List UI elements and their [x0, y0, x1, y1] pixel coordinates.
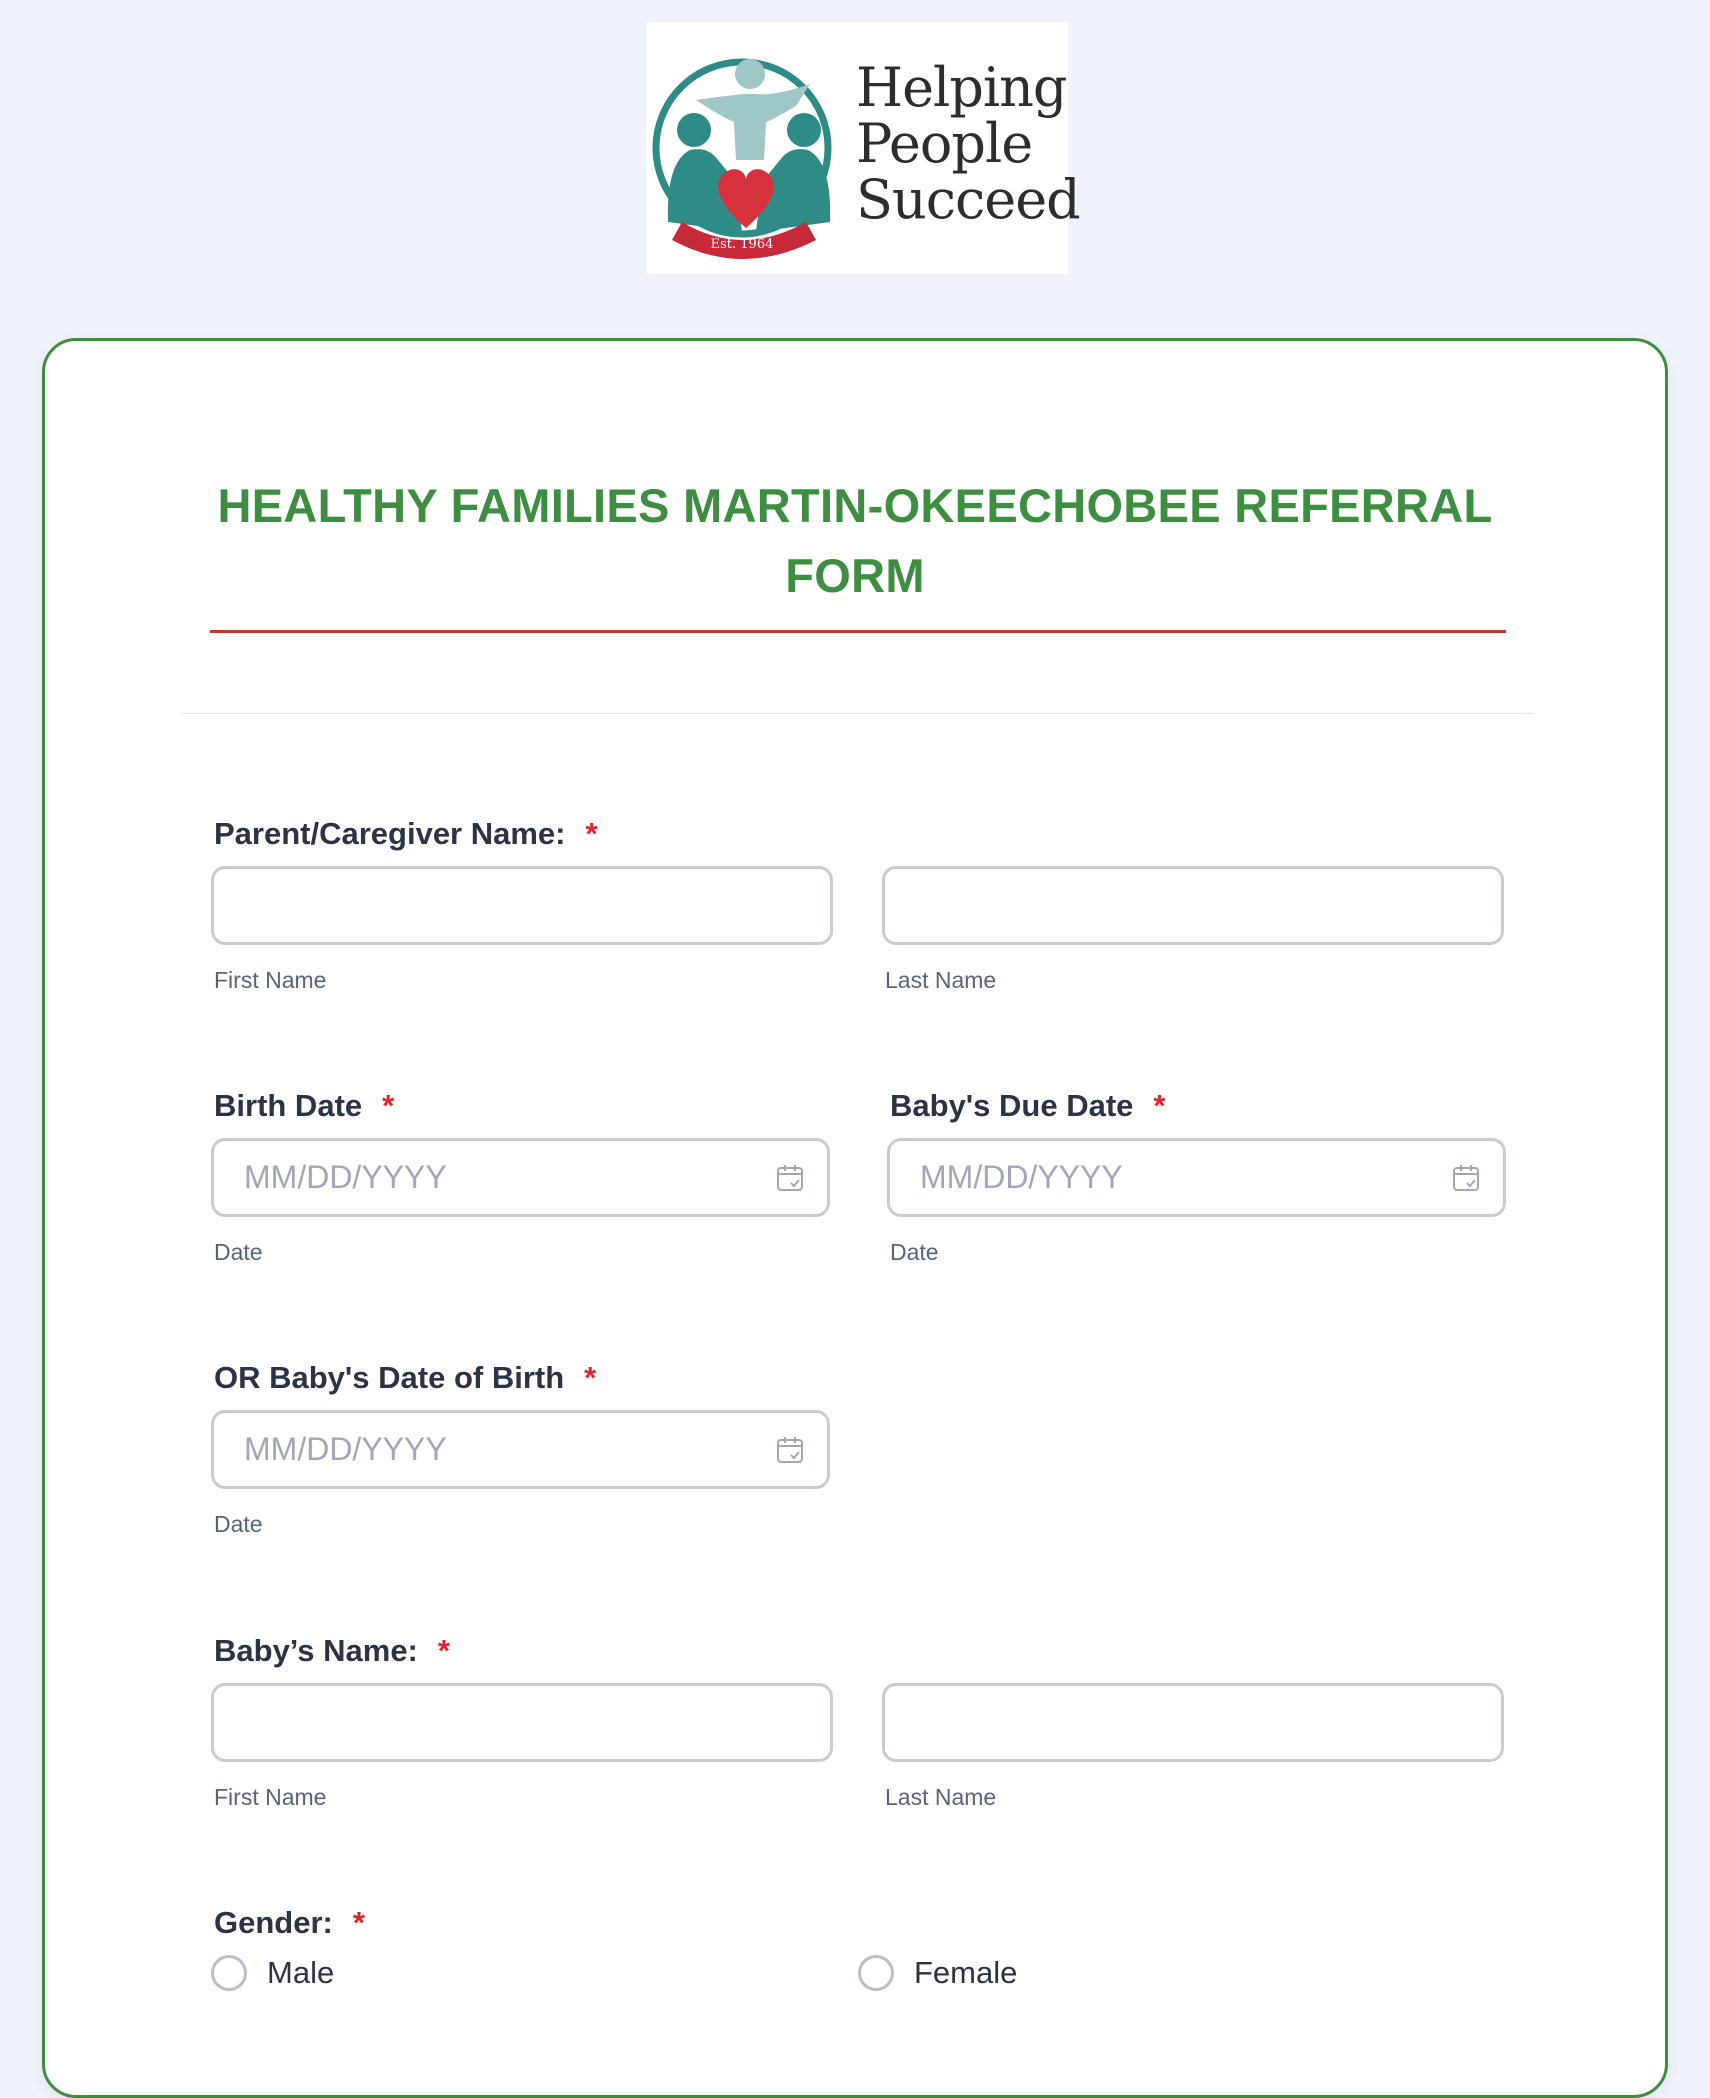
gender-label-text: Gender: [214, 1905, 333, 1940]
section-divider [182, 713, 1533, 714]
logo-wordmark [856, 56, 1080, 231]
logo-line: Helping [856, 56, 1067, 119]
title-divider [210, 630, 1506, 633]
birth-date-sublabel: Date [214, 1239, 263, 1265]
radio-button[interactable] [858, 1955, 894, 1991]
calendar-icon[interactable] [775, 1435, 805, 1465]
calendar-icon[interactable] [1451, 1163, 1481, 1193]
baby-dob-input[interactable] [211, 1410, 830, 1489]
logo-badge-text: Est. 1964 [710, 237, 774, 252]
parent-name-label-text: Parent/Caregiver Name: [214, 816, 566, 851]
gender-option-male[interactable] [211, 1955, 334, 1991]
organization-logo [646, 22, 1080, 274]
required-asterisk: * [1153, 1088, 1166, 1123]
baby-last-name-sublabel: Last Name [885, 1784, 997, 1810]
logo-line: Succeed [856, 168, 1080, 231]
logo-emblem-icon [646, 22, 856, 274]
baby-first-name-sublabel: First Name [214, 1784, 327, 1810]
baby-name-label-text: Baby’s Name: [214, 1633, 418, 1668]
calendar-icon[interactable] [775, 1163, 805, 1193]
birth-date-placeholder: MM/DD/YYYY [244, 1159, 447, 1195]
required-asterisk: * [352, 1905, 365, 1940]
parent-first-name-sublabel: First Name [214, 967, 327, 993]
required-asterisk: * [382, 1088, 395, 1123]
form-card [42, 338, 1668, 2098]
radio-button[interactable] [211, 1955, 247, 1991]
baby-dob-label [214, 1358, 596, 1398]
gender-option-label[interactable]: Female [914, 1955, 1018, 1990]
required-asterisk: * [584, 1360, 597, 1395]
required-asterisk: * [437, 1633, 450, 1668]
baby-first-name-input[interactable] [211, 1683, 833, 1762]
gender-label [214, 1903, 365, 1943]
due-date-label-text: Baby's Due Date [890, 1088, 1134, 1123]
parent-last-name-sublabel: Last Name [885, 967, 997, 993]
parent-last-name-input[interactable] [882, 866, 1504, 945]
parent-name-label [214, 814, 598, 854]
due-date-sublabel: Date [890, 1239, 939, 1265]
birth-date-input[interactable] [211, 1138, 830, 1217]
baby-dob-sublabel: Date [214, 1511, 263, 1537]
gender-option-label[interactable]: Male [267, 1955, 335, 1990]
birth-date-label-text: Birth Date [214, 1088, 363, 1123]
parent-first-name-input[interactable] [211, 866, 833, 945]
gender-option-female[interactable] [858, 1955, 1017, 1991]
baby-name-label [214, 1631, 450, 1671]
due-date-input[interactable] [887, 1138, 1506, 1217]
baby-dob-label-text: OR Baby's Date of Birth [214, 1360, 565, 1395]
form-title: HEALTHY FAMILIES MARTIN-OKEECHOBEE REFERRAL FORM [217, 479, 1493, 602]
logo-line: People [856, 112, 1033, 175]
due-date-label [890, 1086, 1165, 1126]
due-date-placeholder: MM/DD/YYYY [920, 1159, 1123, 1195]
birth-date-label [214, 1086, 394, 1126]
required-asterisk: * [585, 816, 598, 851]
baby-last-name-input[interactable] [882, 1683, 1504, 1762]
baby-dob-placeholder: MM/DD/YYYY [244, 1431, 447, 1467]
